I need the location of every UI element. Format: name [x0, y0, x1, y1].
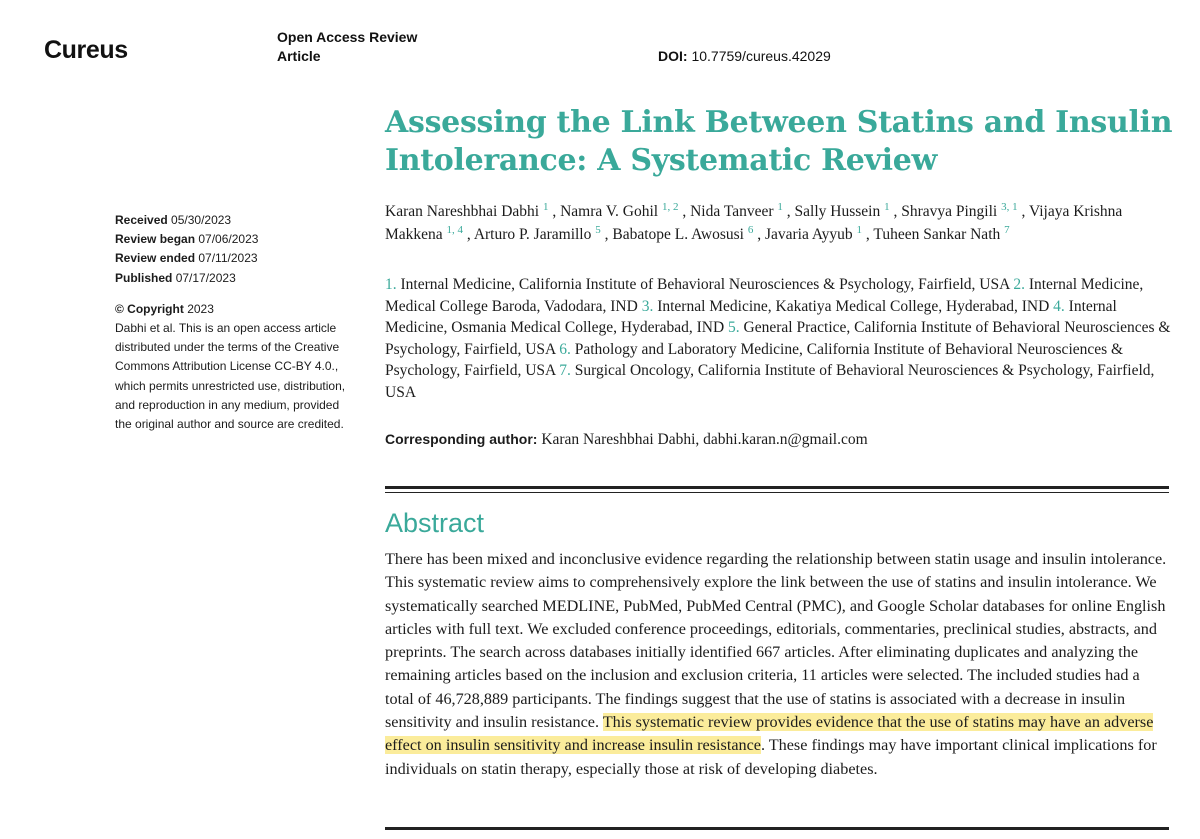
corresponding-author-value[interactable]: Karan Nareshbhai Dabhi, dabhi.karan.n@gmail.com — [541, 431, 868, 448]
license-line: which permits unrestricted use, distribution, — [115, 378, 346, 393]
affiliation-number: 2. — [1013, 276, 1025, 293]
article-type-line-2: Article — [277, 48, 321, 64]
license-line: the original author and source are credited. — [115, 417, 344, 432]
published-date: 07/17/2023 — [175, 270, 236, 285]
affiliation-text: Internal Medicine, California Institute of Behavioral Neurosciences & Psychology, Fairfield, USA — [400, 276, 1010, 293]
article-type-line-1: Open Access Review — [277, 29, 418, 45]
affiliation-text: Internal Medicine, Osmania Medical College, Hyderabad, IND — [385, 297, 1117, 337]
author-name[interactable]: Sally Hussein — [794, 203, 881, 220]
affiliation-text: Pathology and Laboratory Medicine, California Institute of Behavioral Neurosciences & Psychology, Fairfield, USA — [385, 340, 1124, 380]
doi — [658, 48, 831, 64]
author-name[interactable]: Arturo P. Jaramillo — [473, 226, 592, 243]
divider-bottom — [385, 827, 1169, 830]
affiliation-text: Internal Medicine, Kakatiya Medical College, Hyderabad, IND — [657, 297, 1050, 315]
sidebar-gap — [115, 288, 365, 300]
author-list: Karan Nareshbhai Dabhi $^1$ , Namra V. Gohil $^{1, 2}$ , Nida Tanveer $^1$ , Sally Hussein $^1$ , Shravya Pingili $^{3, 1}$ , Vijaya Krishna Makkena $^{1, 4}$ , Arturo P. Jaramillo $^5$ , Babatope L. Awosusi $^6$ , Javaria Ayyub $^1$ , Tuheen Sankar Nath $^7$ — [385, 200, 1123, 243]
affiliation-text: Surgical Oncology, California Institute of Behavioral Neurosciences & Psychology, Fairfield, USA — [385, 362, 1155, 401]
author-affiliation-ref[interactable]: 1, 2 — [661, 200, 679, 213]
corresponding-author — [385, 431, 1175, 449]
affiliation-number: 7. — [559, 362, 571, 380]
review-ended-row — [115, 249, 365, 268]
review-ended-date: 07/11/2023 — [198, 251, 258, 266]
divider-top-thin — [385, 492, 1169, 493]
abstract-heading: Abstract — [385, 508, 485, 538]
abstract-text-before: There has been mixed and inconclusive evidence regarding the relationship between statin usage and insulin intolerance. This systematic review aims to comprehensively explore the link between the use of statins and insulin intolerance. We systematically searched MEDLINE, PubMed, PubMed Central (PMC), and Google Scholar databases for online English articles with full text. We excluded conference proceedings, editorials, commentaries, preclinical studies, abstracts, and preprints. The search across databases initially identified 667 articles. After eliminating duplicates and analyzing the remaining articles based on the inclusion and exclusion criteria, 11 articles were selected. The included studies had a total of 46,728,889 participants. The findings suggest that the use of statins is associated with a decrease in insulin sensitivity and insulin resistance. — [385, 550, 1167, 732]
publication-sidebar — [115, 211, 365, 434]
title-line-2: Intolerance: A Systematic Review — [385, 143, 938, 178]
article-title — [385, 104, 1175, 180]
copyright-label: © Copyright — [115, 301, 184, 316]
author-name[interactable]: Nida Tanveer — [690, 203, 774, 220]
journal-logo: Cureus — [44, 36, 128, 64]
license-line: Commons Attribution License CC-BY 4.0., — [115, 359, 339, 374]
author-affiliation-ref[interactable]: 6 — [747, 223, 754, 236]
author-name[interactable]: Javaria Ayyub — [764, 226, 853, 243]
copyright-year: 2023 — [187, 301, 214, 316]
author-name[interactable]: Karan Nareshbhai Dabhi — [385, 203, 540, 220]
affiliation-number: 3. — [641, 297, 654, 315]
title-line-1: Assessing the Link Between Statins and Insulin — [385, 105, 1173, 140]
review-began-label: Review began — [115, 232, 196, 247]
affiliation-number: 6. — [559, 340, 571, 358]
author-name[interactable]: Shravya Pingili — [901, 203, 998, 220]
license-line: Dabhi et al. This is an open access article — [115, 321, 337, 336]
author-affiliation-ref[interactable]: 1, 4 — [446, 223, 464, 236]
abstract-text-after: . These findings may have important clinical implications for individuals on statin therapy, especially those at risk of developing diabetes. — [385, 736, 1157, 778]
author-name[interactable]: Tuheen Sankar Nath — [873, 226, 1001, 243]
affiliation-text: Internal Medicine, Medical College Baroda, Vadodara, IND — [385, 276, 1144, 315]
author-affiliation-ref[interactable]: 7 — [1004, 223, 1010, 236]
abstract-highlighted-text: This systematic review provides evidence that the use of statins may have an adverse effect on insulin sensitivity and increase insulin resistance — [385, 713, 1154, 755]
copyright-row — [115, 300, 365, 319]
affiliation-list — [385, 274, 1175, 404]
received-date: 05/30/2023 — [171, 213, 232, 227]
review-began-date: 07/06/2023 — [198, 232, 259, 247]
review-began-row — [115, 230, 365, 249]
affiliation-text: General Practice, California Institute of Behavioral Neurosciences & Psychology, Fairfield, USA — [385, 319, 1171, 358]
affiliation-number: 1. — [385, 276, 397, 293]
author-name[interactable]: Vijaya Krishna Makkena — [385, 203, 1123, 243]
author-name[interactable]: Babatope L. Awosusi — [612, 226, 744, 243]
author-affiliation-ref[interactable]: 1 — [542, 200, 549, 213]
article-type — [277, 28, 417, 66]
received-row — [115, 211, 365, 230]
author-affiliation-ref[interactable]: 1 — [884, 200, 890, 213]
doi-label: DOI: — [658, 48, 688, 64]
affiliation-number: 5. — [728, 319, 740, 337]
published-row — [115, 269, 365, 288]
license-line: and reproduction in any medium, provided — [115, 397, 340, 412]
author-name[interactable]: Namra V. Gohil — [560, 203, 659, 220]
doi-value[interactable]: 10.7759/cureus.42029 — [691, 48, 831, 64]
corresponding-author-label: Corresponding author: — [385, 431, 538, 447]
divider-top-thick — [385, 486, 1169, 489]
review-ended-label: Review ended — [115, 251, 196, 266]
author-affiliation-ref[interactable]: 1 — [856, 223, 863, 236]
abstract-body — [385, 548, 1170, 781]
affiliation-number: 4. — [1053, 297, 1065, 315]
author-affiliation-ref[interactable]: 3, 1 — [1001, 200, 1018, 213]
author-affiliation-ref[interactable]: 1 — [777, 200, 783, 213]
author-affiliation-ref[interactable]: 5 — [595, 223, 601, 236]
license-line: distributed under the terms of the Creative — [115, 340, 340, 355]
published-label: Published — [115, 270, 173, 285]
received-label: Received — [115, 213, 168, 227]
